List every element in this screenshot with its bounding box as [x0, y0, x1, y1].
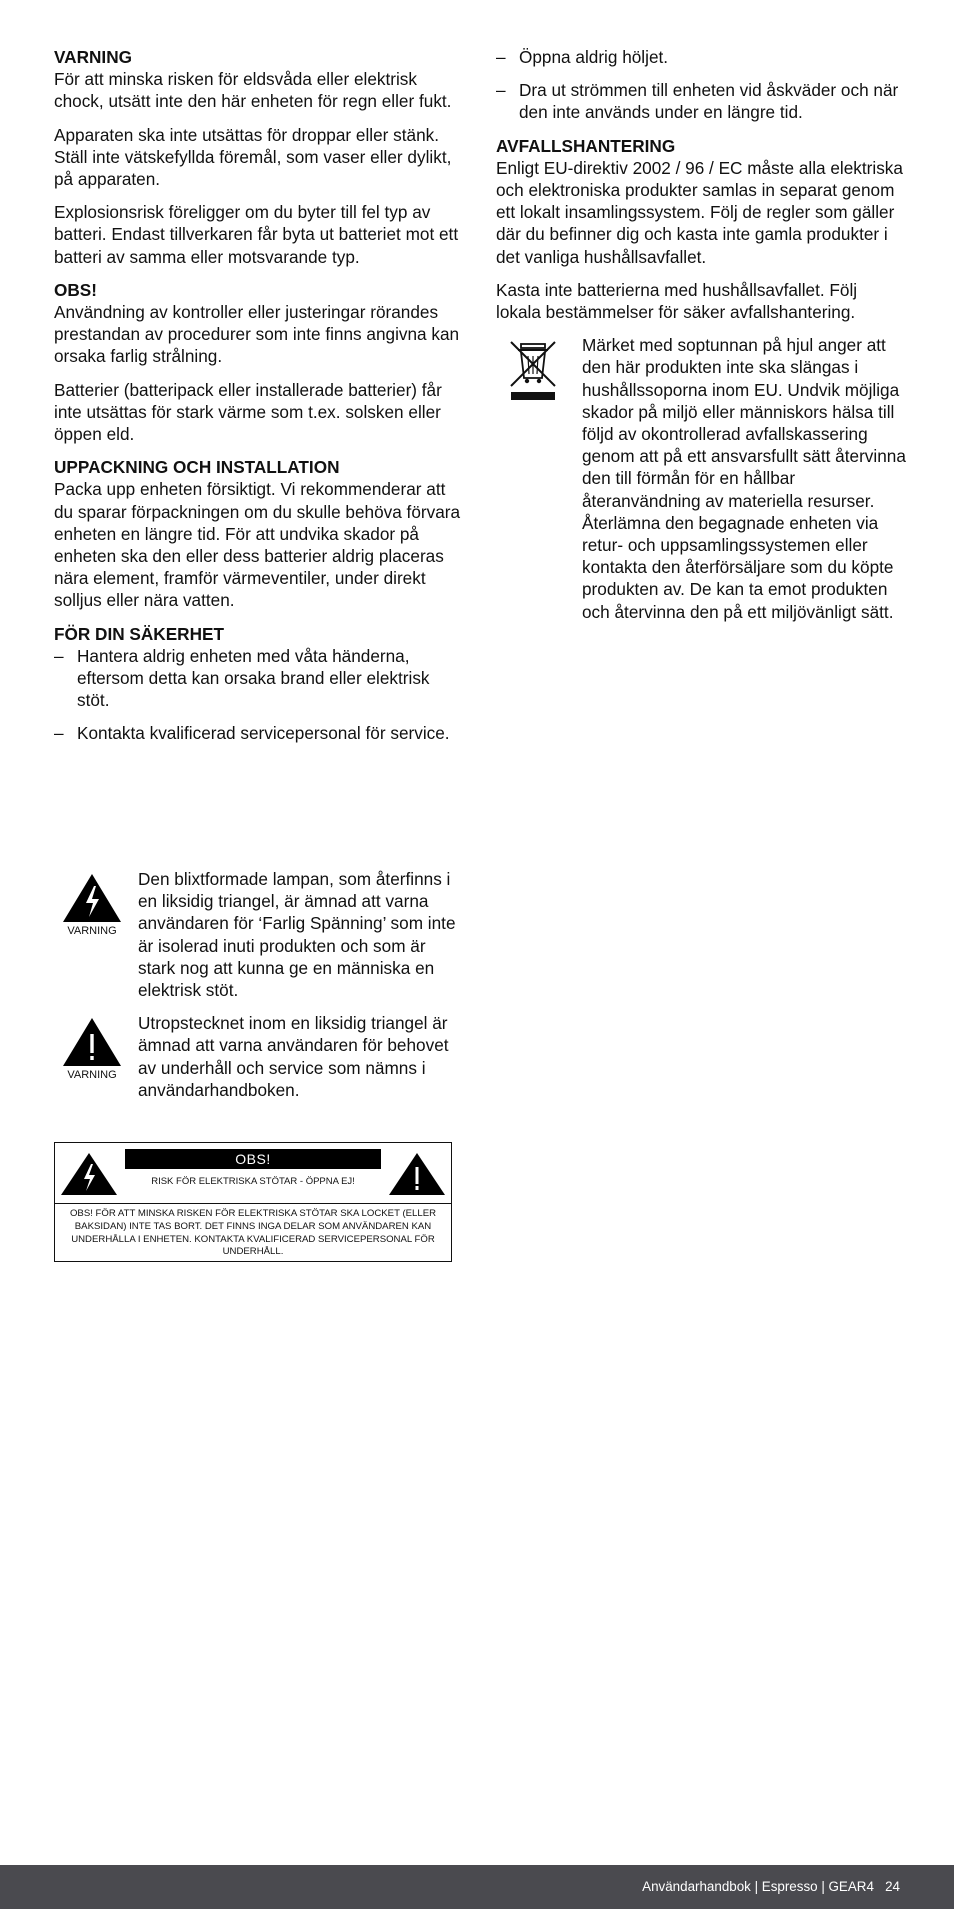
exclamation-triangle-icon — [387, 1151, 447, 1202]
caution-body-text: OBS! FÖR ATT MINSKA RISKEN FÖR ELEKTRISKA STÖTAR SKA LOCKET (ELLER BAKSIDAN) INTE TAS BORT. DET FINNS INGA DELAR SOM ANVÄNDAREN KAN UNDERHÅLLA I ENHETEN. KONTAKTA KVALIFICERAD SERVICEPERSONAL FÖR UNDERHÅLL. — [69, 1208, 437, 1258]
warning-paragraph-3: Explosionsrisk föreligger om du byter till fel typ av batteri. Endast tillverkaren får byta ut batteriet mot ett batteri av samma eller motsvarande typ. — [54, 202, 459, 267]
caution-risk-text: RISK FÖR ELEKTRISKA STÖTAR - ÖPPNA EJ! — [151, 1176, 355, 1187]
symbol-caption: VARNING — [67, 925, 117, 937]
symbol-text: Utropstecknet inom en liksidig triangel är ämnad att varna användaren för behovet av underhåll och service som nämns i användarhandboken. — [138, 1013, 449, 1100]
list-item: – Dra ut strömmen till enheten vid åskväder och när den inte används under en längre tid. — [496, 80, 899, 123]
safety-section — [54, 623, 464, 745]
safety-item-text: Kontakta kvalificerad servicepersonal för service. — [77, 723, 450, 744]
unpacking-heading: UPPACKNING OCH INSTALLATION — [54, 457, 340, 478]
unpacking-paragraph: Packa upp enheten försiktigt. Vi rekommenderar att du sparar förpackningen om du skulle behöva förvara enheten en längre tid. För att undvika skador på enheten ska den eller dess batterier aldrig placeras nära element, framför värmeventiler, under direkt solljus eller nära vatten. — [54, 479, 461, 611]
obs-section — [54, 279, 464, 445]
warning-section — [54, 46, 464, 268]
right-column — [496, 46, 906, 634]
left-column — [54, 46, 464, 756]
waste-paragraph-1: Enligt EU-direktiv 2002 / 96 / EC måste alla elektriska och elektroniska produkter samlas in separat genom ett lokalt insamlingssystem. Följ de regler som gäller där du befinner dig och kasta inte gamla produkter i det vanliga hushållsavfallet. — [496, 157, 903, 267]
waste-paragraph-2: Kasta inte batterierna med hushållsavfallet. Följ lokala bestämmelser för säker avfallshantering. — [496, 279, 858, 323]
safety-heading: FÖR DIN SÄKERHET — [54, 623, 224, 644]
weee-block — [496, 334, 906, 623]
footer-title: Användarhandbok | Espresso | GEAR4 — [642, 1879, 874, 1894]
symbol-explanations — [54, 868, 464, 1112]
page-number: 24 — [885, 1879, 900, 1894]
caution-label — [54, 1142, 452, 1262]
symbol-text: Den blixtformade lampan, som återfinns i en liksidig triangel, är ämnad att varna användaren för ‘Farlig Spänning’ som inte är isolerad inuti produkten och som är stark nog att kunna ge en människa en elektrisk stöt. — [138, 869, 456, 1001]
caution-banner: OBS! — [125, 1149, 381, 1169]
lightning-triangle-icon — [60, 872, 124, 937]
page-footer — [0, 1865, 954, 1909]
waste-heading: AVFALLSHANTERING — [496, 135, 676, 156]
weee-paragraph: Märket med soptunnan på hjul anger att den här produkten inte ska slängas i hushållssoporna inom EU. Undvik möjliga skador på miljö eller människors hälsa till följd av okontrollerad avfallskassering genom att på ett ansvarsfullt sätt återvinna den till förmån för en hållbar återanvändning av materiella resurser. Återlämna den begagnade enheten via retur- och uppsamlingssystemen eller kontakta den återförsäljare som du köpte produkten av. De kan ta emot produkten och återvinna den på ett miljövänligt sätt. — [582, 335, 906, 622]
obs-paragraph-1: Användning av kontroller eller justeringar rörandes prestandan av procedurer som inte finns angivna kan orsaka farlig strålning. — [54, 302, 460, 367]
unpacking-section — [54, 456, 464, 611]
exclamation-triangle-icon — [60, 1016, 124, 1081]
safety-item-text: Öppna aldrig höljet. — [519, 47, 669, 67]
warning-paragraph-2: Apparaten ska inte utsättas för droppar eller stänk. Ställ inte vätskefyllda föremål, som vaser eller dylikt, på apparaten. — [54, 124, 452, 190]
list-item: – Öppna aldrig höljet. — [496, 47, 669, 67]
safety-list — [54, 645, 464, 745]
safety-list-continued — [496, 46, 906, 124]
obs-heading: OBS! — [54, 279, 97, 300]
symbol-caption: VARNING — [67, 1069, 117, 1082]
list-item: – Hantera aldrig enheten med våta händerna, eftersom detta kan orsaka brand eller elektrisk stöt. — [54, 645, 430, 711]
symbol-row-lightning — [54, 868, 464, 1001]
crossed-bin-icon — [508, 340, 558, 402]
symbol-row-exclamation — [54, 1012, 464, 1101]
list-item: – Kontakta kvalificerad servicepersonal för service. — [54, 723, 450, 744]
safety-item-text: Hantera aldrig enheten med våta händerna, eftersom detta kan orsaka brand eller elektrisk stöt. — [77, 645, 430, 711]
warning-paragraph-1: För att minska risken för eldsvåda eller elektrisk chock, utsätt inte den här enheten för regn eller fukt. — [54, 69, 452, 112]
lightning-triangle-icon — [59, 1151, 119, 1202]
warning-heading: VARNING — [54, 47, 132, 67]
obs-paragraph-2: Batterier (batteripack eller installerade batterier) får inte utsättas för stark värme som t.ex. solsken eller öppen eld. — [54, 379, 442, 445]
safety-item-text: Dra ut strömmen till enheten vid åskväder och när den inte används under en längre tid. — [519, 80, 899, 123]
waste-section — [496, 135, 906, 623]
